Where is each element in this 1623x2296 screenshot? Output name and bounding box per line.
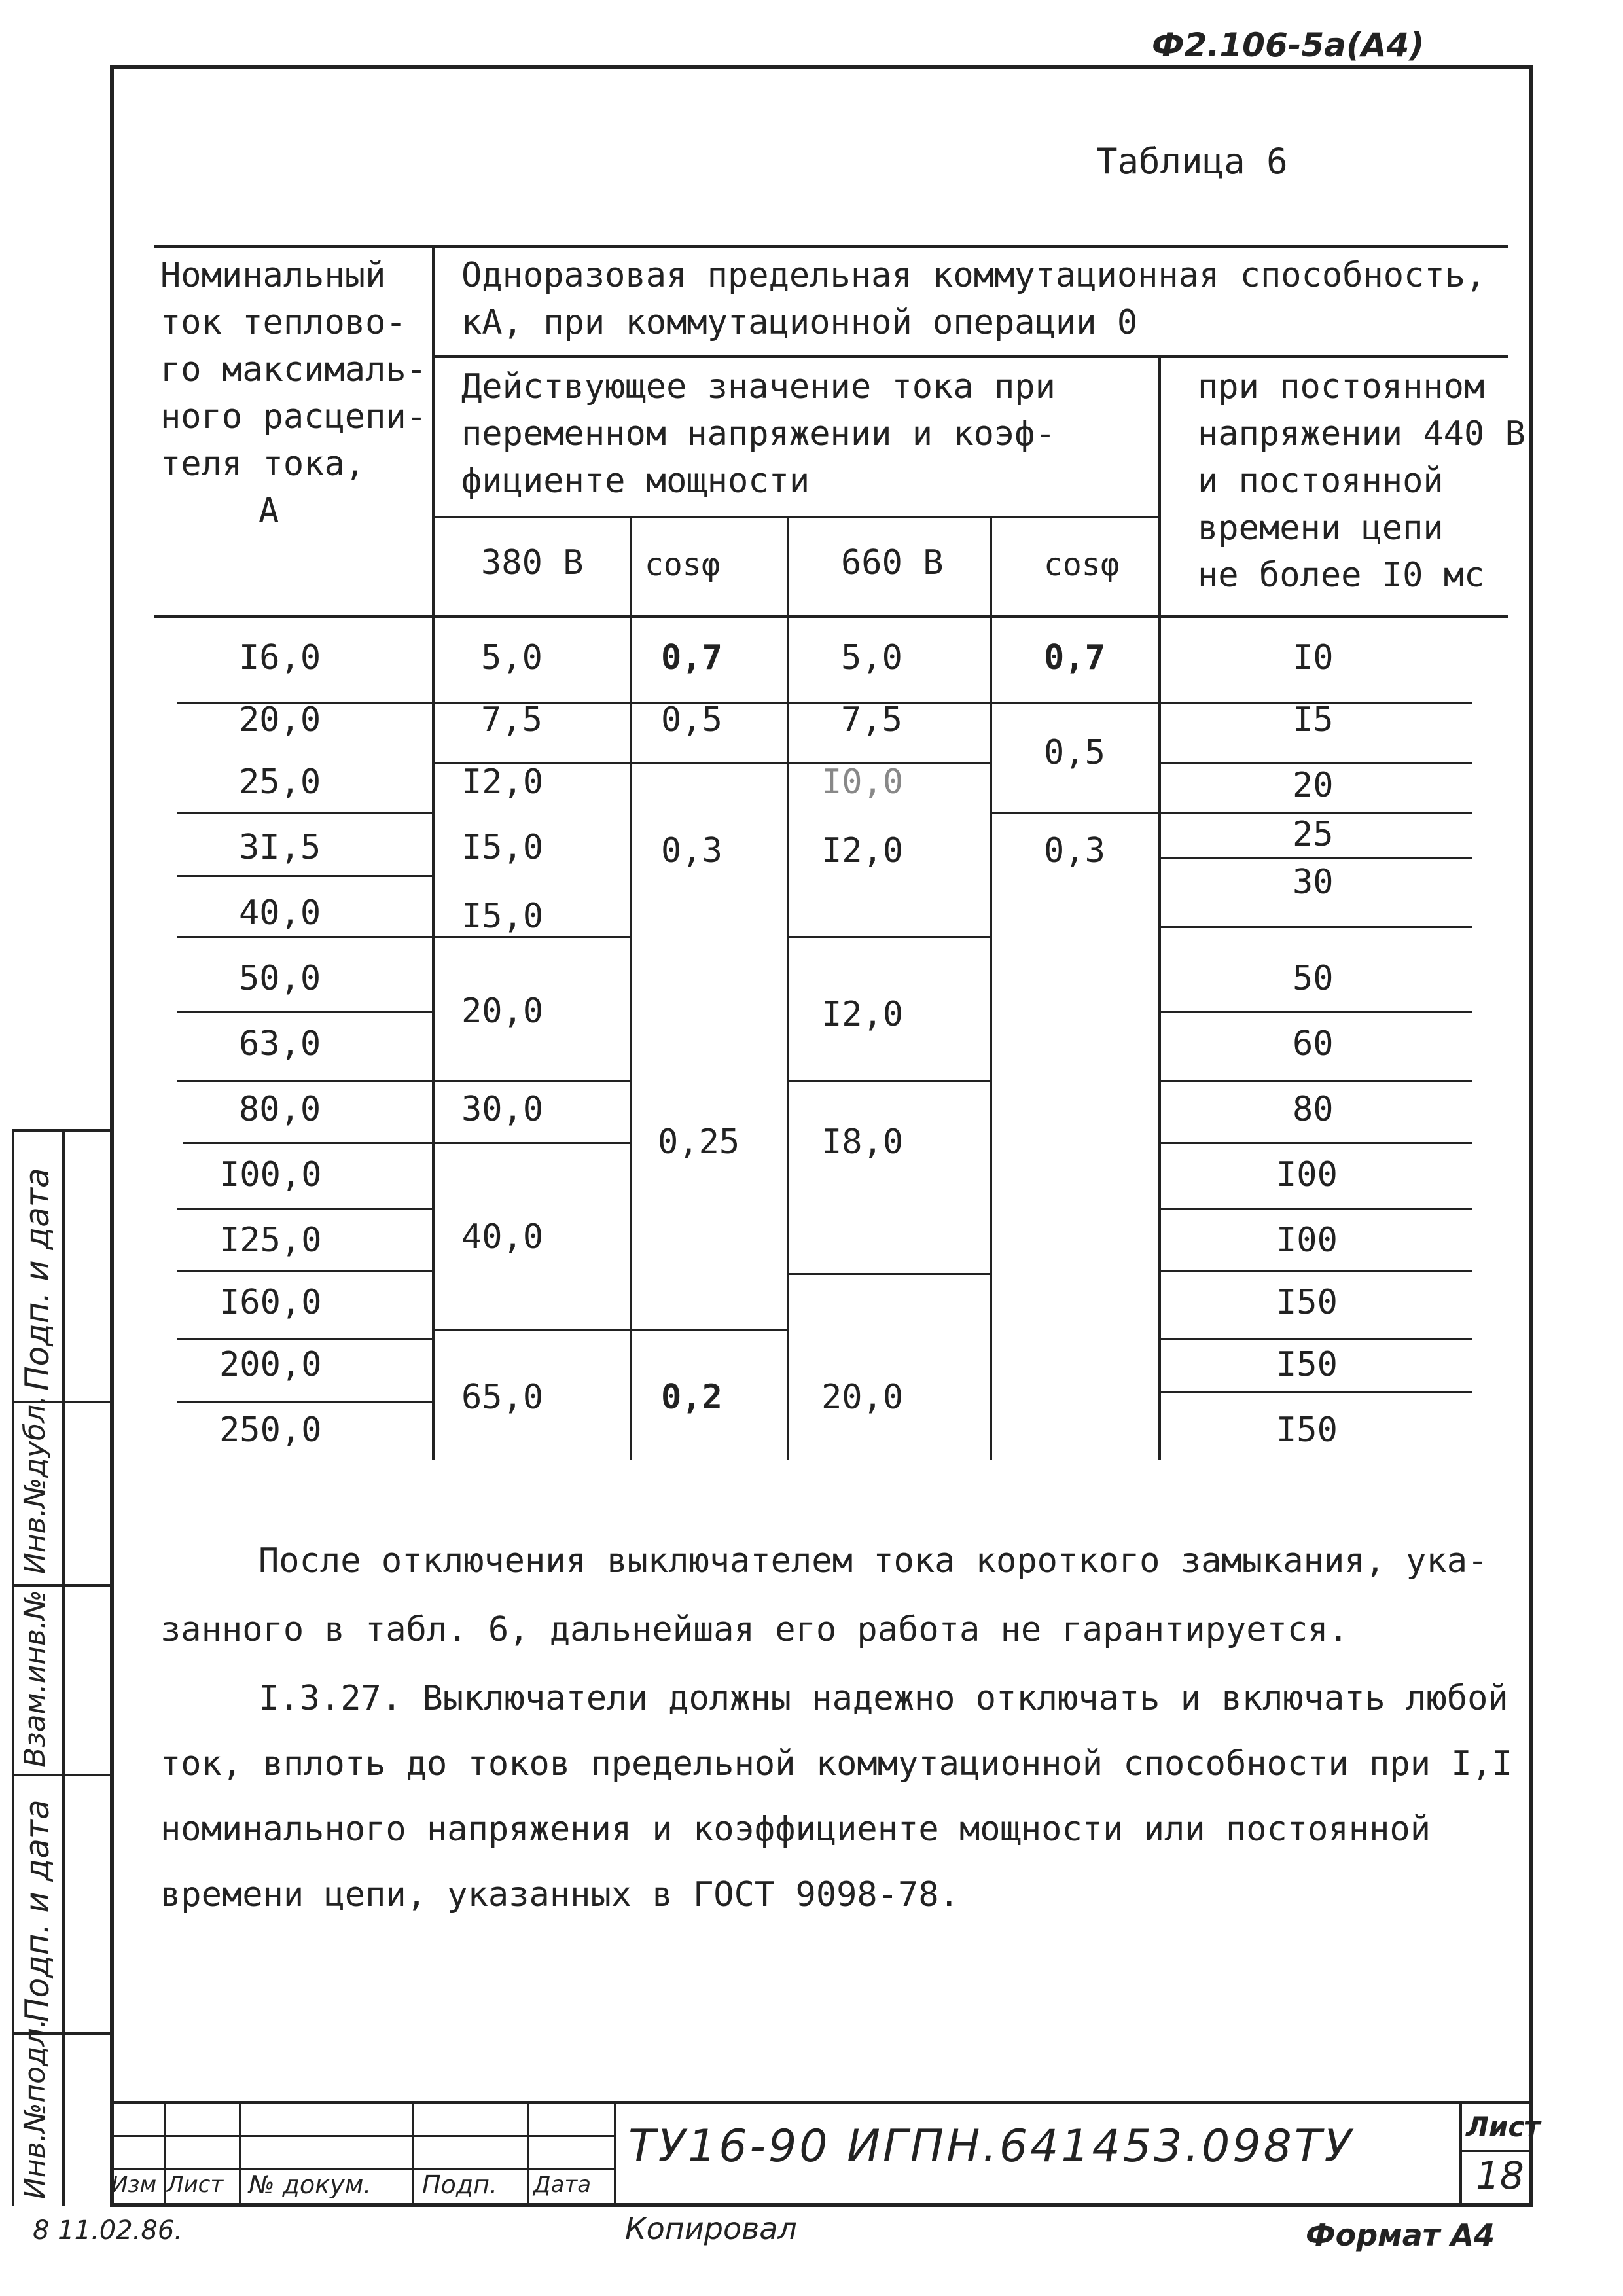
cos1-cell: 0,25 [658,1122,740,1162]
title-block-sep [1459,2101,1462,2204]
side-label-dup-inv: Инв.№дубл. [18,1395,52,1574]
tb-col-sign: Подп. [422,2170,498,2199]
row-rule [432,1329,630,1331]
table-title: Таблица 6 [1096,141,1288,182]
frame-right [1529,65,1533,2207]
header-bottom-rule [154,615,1508,618]
paragraph-line: ток, вплоть до токов предельной коммутационной способности при I,I [160,1744,1513,1784]
tb-col-sheet: Лист [167,2172,224,2198]
row-rule [630,1329,787,1331]
dc-cell: I00 [1276,1221,1338,1260]
v380-cell: 20,0 [461,992,544,1031]
row-rule [1158,1208,1472,1210]
row-rule [990,702,1158,704]
dc-cell: I50 [1276,1283,1338,1322]
current-cell: 40,0 [239,893,321,933]
paragraph-line: занного в табл. 6, дальнейшая его работа не гарантируется. [160,1610,1349,1649]
row-rule [1158,1270,1472,1272]
dc-cell: 50 [1293,959,1334,998]
current-cell: 50,0 [239,959,321,998]
title-block-sep [527,2101,529,2204]
dc-cell: 30 [1293,863,1334,902]
title-block-rule [110,2168,614,2170]
side-label-orig-inv: Инв.№подл. [18,2018,52,2199]
footer-stamp: 8 11.02.86. [33,2215,183,2246]
v660-cell: 20,0 [821,1378,904,1417]
row-rule [1158,1391,1472,1393]
cos1-cell: 0,5 [661,700,722,740]
frame-top [110,65,1531,69]
header-col1: Номинальный ток теплово- го максималь- ного расцепи- теля тока, А [160,256,427,531]
row-rule [1158,762,1472,764]
v380-cell: I5,0 [461,828,544,867]
v660-cell: I2,0 [821,831,904,870]
title-block-top [110,2101,1531,2104]
title-block-sep [412,2101,414,2204]
v380-cell: 5,0 [481,638,543,677]
current-cell: 25,0 [239,762,321,802]
current-cell: 3I,5 [239,828,321,867]
v660-cell: I8,0 [821,1122,904,1162]
tb-col-date: Дата [533,2172,592,2198]
tb-col-docnum: № докум. [249,2170,372,2199]
current-cell: 250,0 [219,1410,322,1450]
row-rule [787,1080,990,1082]
row-rule [990,812,1158,814]
title-block-sep [239,2101,241,2204]
title-block-sep [164,2101,166,2204]
col-sep-3 [787,516,789,1460]
cos1-cell: 0,7 [661,638,722,677]
row-rule [1158,812,1472,814]
paragraph-line: I.3.27. Выключатели должны надежно отключать и включать любой [259,1679,1508,1718]
current-cell: I60,0 [219,1283,322,1322]
current-cell: 63,0 [239,1024,321,1064]
header-380v: 380 В [481,543,584,583]
ac-rule [432,516,1158,518]
footer-copied: Копировал [625,2211,797,2246]
v660-cell: 7,5 [841,700,902,740]
current-cell: 20,0 [239,700,321,740]
v660-cell: I2,0 [821,995,904,1034]
row-rule [177,1208,432,1210]
col-sep-5 [1158,355,1161,1460]
cos1-cell: 0,2 [661,1378,722,1417]
side-strip-outer [12,1129,14,2206]
row-rule [177,1011,432,1013]
row-rule [177,1401,432,1403]
v380-cell: I5,0 [461,897,544,936]
doc-code: ТУ16-90 ИГПН.641453.098ТУ [628,2121,1354,2172]
v380-cell: 40,0 [461,1217,544,1257]
dc-cell: I0 [1293,638,1334,677]
current-cell: I6,0 [239,638,321,677]
row-rule [630,762,787,764]
row-rule [1158,1080,1472,1082]
dc-cell: 60 [1293,1024,1334,1064]
row-rule [1158,857,1472,859]
row-rule [1158,1011,1472,1013]
v380-cell: 65,0 [461,1378,544,1417]
form-code: Ф2.106-5а(А4) [1152,26,1425,64]
paragraph-line: номинального напряжения и коэффициенте мощности или постоянной [160,1810,1431,1849]
sheet-box-rule [1459,2150,1531,2152]
tb-col-change: Изм [111,2172,157,2198]
row-rule [1158,926,1472,928]
frame-left [110,65,114,2207]
dc-cell: 25 [1293,815,1334,854]
row-rule [177,812,432,814]
side-label-sign-date: Подп. и дата [18,1168,56,1391]
row-rule [183,1142,432,1144]
current-cell: 80,0 [239,1090,321,1129]
current-cell: 200,0 [219,1345,322,1384]
row-rule [1158,1142,1472,1144]
side-strip-inner [62,1129,65,2206]
dc-cell: I50 [1276,1345,1338,1384]
row-rule [177,1338,432,1340]
span-rule [432,355,1508,358]
side-rule [12,1774,110,1776]
header-660v: 660 В [841,543,944,583]
row-rule [432,1142,630,1144]
header-span: Одноразовая предельная коммутационная способность, кА, при коммутационной операции 0 [461,256,1486,342]
v380-cell: 30,0 [461,1090,544,1129]
row-rule [787,936,990,938]
sheet-number: 18 [1476,2153,1524,2198]
cos2-cell: 0,3 [1044,831,1105,870]
dc-cell: 80 [1293,1090,1334,1129]
v660-cell: I0,0 [821,762,904,802]
header-ac: Действующее значение тока при переменном напряжении и коэф- фициенте мощности [461,367,1056,501]
dc-cell: I5 [1293,700,1334,740]
side-rule [12,1584,110,1587]
col-sep-1 [432,245,435,1460]
footer-format: Формат А4 [1306,2217,1495,2253]
row-rule [177,936,432,938]
row-rule [177,1270,432,1272]
header-cos2: cosφ [1044,547,1120,583]
title-block-rule [110,2135,614,2137]
dc-cell: I50 [1276,1410,1338,1450]
row-rule [787,1273,990,1275]
table-top-rule [154,245,1508,248]
row-rule [1158,1338,1472,1340]
row-rule [432,936,630,938]
dc-cell: I00 [1276,1155,1338,1194]
cos1-cell: 0,3 [661,831,722,870]
cos2-cell: 0,5 [1044,733,1105,772]
paragraph-line: После отключения выключателем тока короткого замыкания, ука- [259,1541,1488,1581]
row-rule [177,875,432,877]
col-sep-2 [630,516,632,1460]
v380-cell: I2,0 [461,762,544,802]
row-rule [432,1080,630,1082]
side-label-sign-date-2: Подп. и дата [18,1799,56,2022]
frame-bottom [110,2203,1531,2207]
dc-cell: 20 [1293,766,1334,805]
header-cos1: cosφ [645,547,721,583]
v660-cell: 5,0 [841,638,902,677]
side-label-replace-inv: Взам.инв.№ [18,1590,52,1767]
current-cell: I25,0 [219,1221,322,1260]
sheet-label: Лист [1466,2111,1541,2143]
header-dc: при постоянном напряжении 440 В и постоянной времени цепи не более I0 мс [1198,367,1525,595]
title-block-sep [614,2101,616,2204]
row-rule [177,1080,432,1082]
side-rule [12,1129,110,1132]
v380-cell: 7,5 [481,700,543,740]
col-sep-4 [990,516,992,1460]
cos2-cell: 0,7 [1044,638,1105,677]
paragraph-line: времени цепи, указанных в ГОСТ 9098-78. [160,1875,959,1914]
current-cell: I00,0 [219,1155,322,1194]
